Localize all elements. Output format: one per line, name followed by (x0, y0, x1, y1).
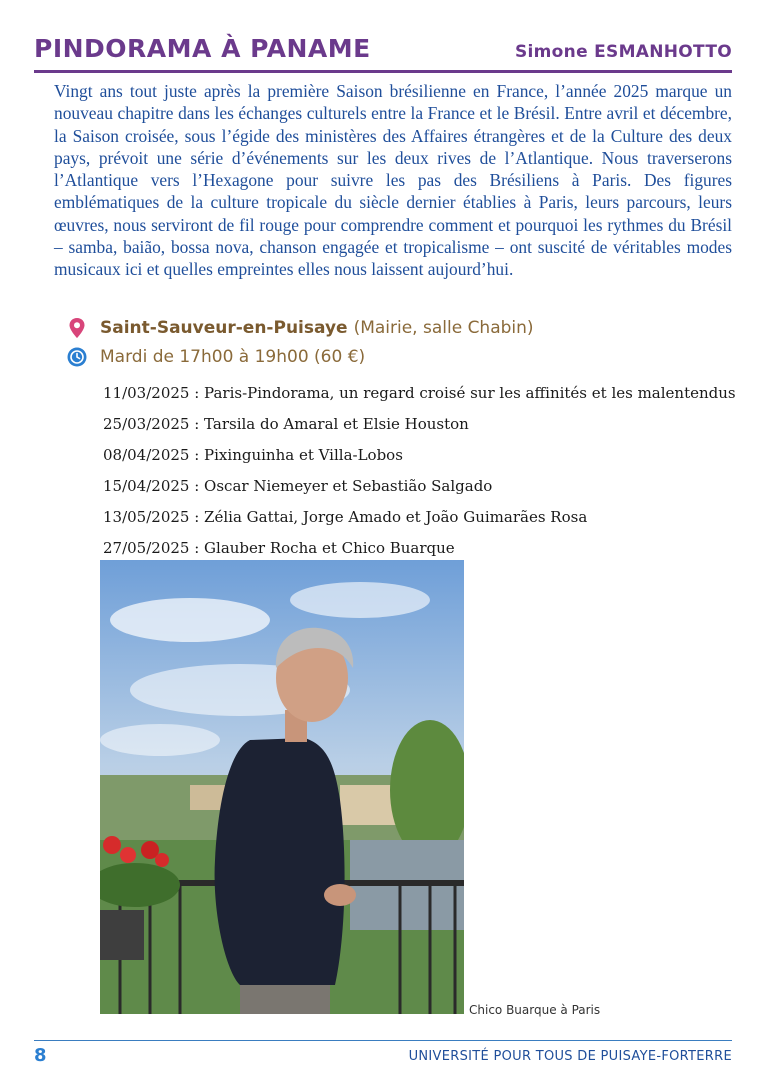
session-item: 13/05/2025 : Zélia Gattai, Jorge Amado et João Guimarães Rosa (103, 508, 588, 526)
portrait-photo (100, 560, 464, 1014)
page-number: 8 (34, 1045, 47, 1066)
author-name: Simone ESMANHOTTO (515, 42, 732, 62)
session-item: 08/04/2025 : Pixinguinha et Villa-Lobos (103, 446, 403, 464)
session-item: 27/05/2025 : Glauber Rocha et Chico Buarque (103, 539, 455, 557)
page-title: PINDORAMA À PANAME (34, 34, 371, 63)
page-header (34, 34, 732, 73)
footer-text: UNIVERSITÉ POUR TOUS DE PUISAYE-FORTERRE (408, 1049, 732, 1064)
photo-caption: Chico Buarque à Paris (469, 1003, 601, 1017)
location-row (66, 317, 534, 339)
schedule-text: Mardi de 17h00 à 19h00 (60 €) (100, 347, 366, 367)
location-place: Saint-Sauveur-en-Puisaye (100, 318, 348, 338)
intro-paragraph: Vingt ans tout juste après la première Saison brésilienne en France, l’année 2025 marque un nouveau chapitre dans les échanges culturels entre la France et le Brésil. Entre avril et décembre, la Saison croisée, sous l’égide des ministères des Affaires étrangères et de la Culture des deux pays, prévoit une série d’événements sur les deux rives de l’Atlantique. Nous traverserons l’Atlantique vers l’Hexagone pour suivre les pas des Brésiliens à Paris. Des figures emblématiques de la culture tropicale du siècle dernier établies à Paris, leurs parcours, leurs œuvres, nous serviront de fil rouge pour comprendre comment et pourquoi les rythmes du Brésil – samba, baião, bossa nova, chanson engagée et tropicalisme – ont suscité de véritables modes musicaux ici et quelles empreintes elles nous laissent aujourd’hui. (54, 81, 732, 280)
page-footer (34, 1040, 732, 1071)
session-list (103, 378, 736, 564)
session-item: 15/04/2025 : Oscar Niemeyer et Sebastião Salgado (103, 477, 493, 495)
location-detail: (Mairie, salle Chabin) (353, 318, 534, 338)
session-item: 25/03/2025 : Tarsila do Amaral et Elsie Houston (103, 415, 469, 433)
schedule-row (66, 346, 365, 368)
session-item: 11/03/2025 : Paris-Pindorama, un regard croisé sur les affinités et les malentendus (103, 384, 736, 402)
clock-icon (66, 346, 88, 368)
map-pin-icon (66, 317, 88, 339)
